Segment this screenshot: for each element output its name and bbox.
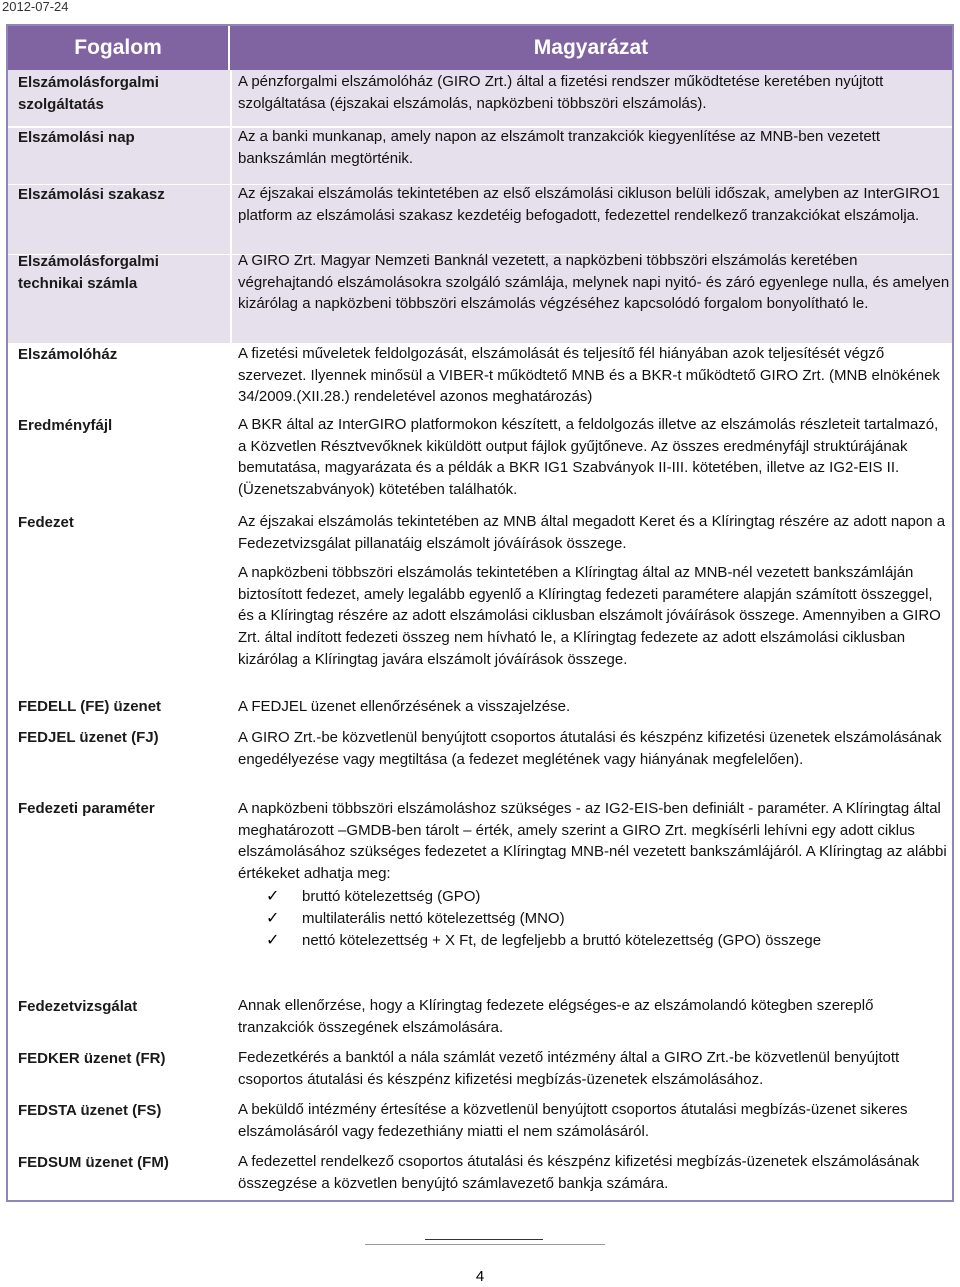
- checkmark-icon: ✓: [266, 910, 280, 928]
- table-header: [8, 26, 952, 70]
- table-row: [8, 254, 952, 343]
- glossary-table: [6, 24, 954, 1202]
- term: FEDSUM üzenet (FM): [18, 1154, 169, 1171]
- list-item: ✓ multilaterális nettó kötelezettség (MNO): [258, 908, 950, 930]
- footer-rule-short: [425, 1239, 543, 1240]
- column-header-explanation: Magyarázat: [230, 26, 952, 70]
- explanation: Az a banki munkanap, amely napon az elszámolt tranzakciók kiegyenlítése az MNB-ben vezetett bankszámlán megtörténik.: [238, 128, 880, 167]
- table-row: [8, 127, 952, 184]
- list-item: ✓ bruttó kötelezettség (GPO): [258, 886, 950, 908]
- explanation: Az éjszakai elszámolás tekintetében az MNB által megadott Keret és a Klíringtag részére az adott napon a Fedezetvizsgálat pillanatáig elszámolt jóváírások összege. A napközbeni többszöri elszámolás tekintetében a Klíringtag által az MNB-nél vezetett bankszámláján biztosított fedezet, amely legalább egyenlő a Klíringtag fedezeti paramétere alapján számított összeggel, és a Klíringtag részére az adott elszámolási ciklusban elszámolt jóváírások összege. Amennyiben a GIRO Zrt. által indított fedezeti összeg nem hívható le, a Klíringtag fedezete az adott elszámolási ciklusban kizárólag a Klíringtag javára elszámolt jóváírások összege.: [238, 513, 946, 668]
- term: Elszámolóház: [18, 346, 118, 363]
- table-row: [8, 1154, 952, 1200]
- explanation: Annak ellenőrzése, hogy a Klíringtag fedezete elégséges-e az elszámolandó kötegben szereplő tranzakciók összegének elszámolására.: [238, 997, 874, 1036]
- term: Eredményfájl: [18, 417, 113, 434]
- term: Elszámolási nap: [18, 129, 135, 146]
- table-row: [8, 184, 952, 254]
- footer-rule: [365, 1244, 605, 1245]
- parameter-options-list: [258, 886, 950, 952]
- explanation: A BKR által az InterGIRO platformokon készített, a feldolgozás illetve az elszámolás részleteit tartalmazó, a Közvetlen Résztvevőknek kiküldött output fájlok gyűjtőneve. Az összes eredményfájl struktúrájának bemutatása, magyarázata és a példák a BKR IG1 Szabványok II-III. kötetében, illetve az IG2-EIS II. (Üzenetszabványok) kötetében találhatók.: [238, 416, 939, 498]
- checkmark-icon: ✓: [266, 932, 280, 950]
- column-divider: [230, 70, 232, 1200]
- checkmark-icon: ✓: [266, 888, 280, 906]
- list-item: ✓ nettó kötelezettség + X Ft, de legfeljebb a bruttó kötelezettség (GPO) összege: [258, 930, 950, 952]
- table-row: [8, 70, 952, 126]
- term: Fedezetvizsgálat: [18, 998, 138, 1015]
- explanation: A fizetési műveletek feldolgozását, elszámolását és teljesítő fél hiányában azok teljesítését végző szervezet. Ilyennek minősül a VIBER-t működtető MNB és a BKR-t működtető GIRO Zrt. (MNB elnökének 34/2009.(XII.28.) rendeletével azonos meghatározás): [238, 345, 940, 406]
- explanation: Fedezetkérés a banktól a nála számlát vezető intézmény által a GIRO Zrt.-be közvetlenül benyújtott csoportos átutalási és készpénz kifizetési megbízás-üzenetek elszámolásához.: [238, 1049, 900, 1088]
- term: FEDKER üzenet (FR): [18, 1050, 166, 1067]
- explanation: A GIRO Zrt. Magyar Nemzeti Banknál vezetett, a napközbeni többszöri elszámolás keretében végrehajtandó elszámolásokra szolgáló számlája, melynek napi nyitó- és záró egyenlege nulla, és amelyen kizárólag a napközbeni többszöri elszámolás végzéséhez kapcsolódó forgalom bonyolítható le.: [238, 252, 950, 313]
- explanation: A GIRO Zrt.-be közvetlenül benyújtott csoportos átutalási és készpénz kifizetési üzenetek elszámolásának engedélyezése vagy megtiltása (a fedezet meglétének vagy hiányának megfelelően).: [238, 729, 942, 768]
- term: FEDJEL üzenet (FJ): [18, 729, 159, 746]
- term: Fedezeti paraméter: [18, 800, 155, 817]
- term: Elszámolási szakasz: [18, 186, 165, 203]
- table-row: [8, 1101, 952, 1153]
- explanation: A napközbeni többszöri elszámoláshoz szükséges - az IG2-EIS-ben definiált - paraméter. A Klíringtag által meghatározott –GMDB-ben tárolt – érték, amely szerint a GIRO Zrt. megkísérli lehívni egy adott ciklus elszámolásához szükséges fedezetet a Klíringtag MNB-nél vezetett bankszámlájáról. A Klíringtag az alábbi értékeket adhatja meg: ✓ bruttó kötelezettség (GPO) ✓ multilaterális nettó kötelezettség (MNO) ✓ nettó kötelezettség + X Ft, de legfeljebb a bruttó kötelezettség (GPO) összege: [238, 798, 950, 952]
- header-date: 2012-07-24: [2, 0, 69, 14]
- term: Elszámolásforgalmi szolgáltatás: [18, 74, 159, 113]
- explanation: A fedezettel rendelkező csoportos átutalási és készpénz kifizetési megbízás-üzenetek elszámolásának összegzése a közvetlen benyújtó számlavezető bankja számára.: [238, 1153, 920, 1192]
- table-row: [8, 505, 952, 693]
- term: FEDSTA üzenet (FS): [18, 1102, 162, 1119]
- table-row: [8, 724, 952, 794]
- table-row: [8, 993, 952, 1047]
- term: Fedezet: [18, 514, 74, 531]
- term: FEDELL (FE) üzenet: [18, 698, 162, 715]
- explanation: A pénzforgalmi elszámolóház (GIRO Zrt.) által a fizetési rendszer működtetése keretében nyújtott szolgáltatása (éjszakai elszámolás, napközbeni többszöri elszámolás).: [238, 73, 884, 112]
- explanation: Az éjszakai elszámolás tekintetében az első elszámolási cikluson belüli időszak, amelyben az InterGIRO1 platform az elszámolási szakasz kezdetéig befogadott, fedezettel rendelkező tranzakciókat elszámolja.: [238, 185, 941, 224]
- table-row: [8, 343, 952, 414]
- table-row: [8, 414, 952, 505]
- table-row: [8, 693, 952, 723]
- term: Elszámolásforgalmi technikai számla: [18, 253, 159, 292]
- explanation: A FEDJEL üzenet ellenőrzésének a visszajelzése.: [238, 698, 571, 715]
- explanation: A beküldő intézmény értesítése a közvetlenül benyújtott csoportos átutalási megbízás-üzenet sikeres elszámolásáról vagy fedezethiány miatti el nem számolásáról.: [238, 1101, 908, 1140]
- page-number: 4: [475, 1268, 485, 1285]
- column-header-term: Fogalom: [8, 26, 230, 70]
- table-row: [8, 1048, 952, 1100]
- table-row: [8, 795, 952, 992]
